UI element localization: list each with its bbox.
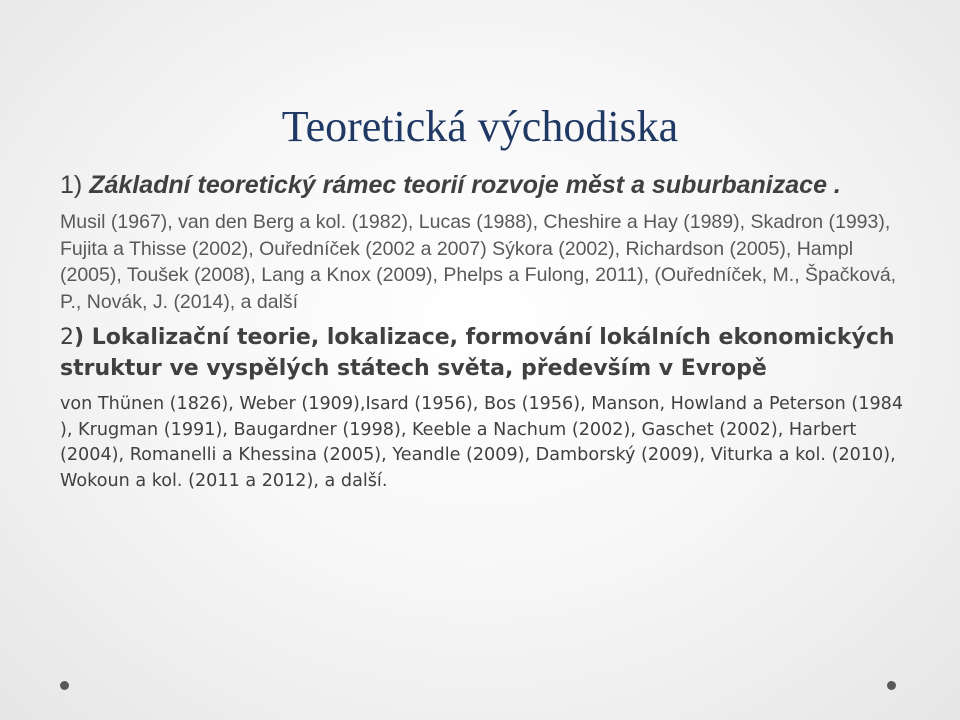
section-2-heading [60, 322, 910, 384]
section-2-number: 2 [60, 325, 74, 350]
decorative-dot-right-icon [887, 681, 896, 690]
slide-title: Teoretická východiska [281, 102, 679, 151]
section-1-heading-text: Základní teoretický rámec teorií rozvoje měst a suburbanizace . [89, 171, 841, 199]
section-2-references: von Thünen (1826), Weber (1909),Isard (1956), Bos (1956), Manson, Howland a Peterson (1984 ), Krugman (1991), Baugardner (1998), Keeble a Nachum (2002), Gaschet (2002), Harbert (2004), Romanelli a Khessina (2005), Yeandle (2009), Damborský (2009), Viturka a kol. (2010), Wokoun a kol. (2011 a 2012), a další. [60, 394, 904, 491]
section-1-heading [60, 170, 910, 201]
slide-body [60, 170, 910, 494]
section-1-number: 1) [60, 171, 90, 199]
section-1-references: Musil (1967), van den Berg a kol. (1982), Lucas (1988), Cheshire a Hay (1989), Skadron (1993), Fujita a Thisse (2002), Ouředníček (2002 a 2007) Sýkora (2002), Richardson (2005), Hampl (2005), Toušek (2008), Lang a Knox (2009), Phelps a Fulong, 2011), (Ouředníček, M., Špačková, P., Novák, J. (2014), a další [60, 211, 897, 313]
section-2-heading-text: ) Lokalizační teorie, lokalizace, formování lokálních ekonomických struktur ve vyspělých státech světa, především v Evropě [60, 325, 895, 381]
decorative-dot-left-icon [60, 681, 69, 690]
